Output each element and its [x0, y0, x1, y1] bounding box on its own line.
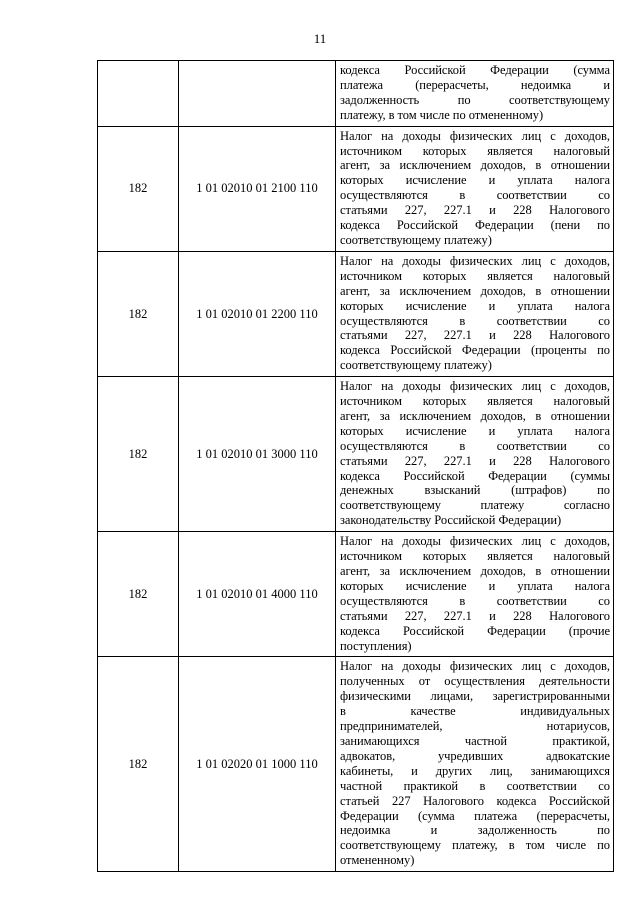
table-row — [98, 61, 614, 127]
kbk-table — [97, 60, 614, 872]
description-line: источником которых является налоговый — [340, 268, 610, 283]
description-line: кодекса Российской Федерации (суммы — [340, 468, 610, 483]
description-line: законодательству Российской Федерации) — [340, 513, 562, 528]
admin-code-cell: 182 — [98, 377, 179, 532]
description-line: занимающихся частной практикой, — [340, 733, 610, 748]
description-line: платежа (перерасчеты, недоимка и — [340, 77, 610, 92]
description-line: соответствующему платежу) — [340, 358, 492, 373]
description-line: полученных от осуществления деятельности — [340, 674, 610, 689]
description-cell — [336, 61, 614, 127]
description-line: агент, за исключением доходов, в отношении — [340, 283, 610, 298]
description-line: денежных взысканий (штрафов) по — [340, 483, 610, 498]
description-line: Налог на доходы физических лиц с доходов, — [340, 379, 610, 394]
admin-code-cell: 182 — [98, 126, 179, 251]
description-line: кабинеты, и других лиц, занимающихся — [340, 763, 610, 778]
description-line: статьями 227, 227.1 и 228 Налогового — [340, 203, 610, 218]
description-line: кодекса Российской Федерации (сумма — [340, 63, 610, 77]
description-line: которых исчисление и уплата налога — [340, 423, 610, 438]
description-line: статьями 227, 227.1 и 228 Налогового — [340, 608, 610, 623]
kbk-code-cell — [179, 61, 336, 127]
description-line: соответствующему платежу согласно — [340, 498, 610, 513]
description-line: кодекса Российской Федерации (прочие — [340, 623, 610, 638]
description-line: статьями 227, 227.1 и 228 Налогового — [340, 453, 610, 468]
description-line: Налог на доходы физических лиц с доходов, — [340, 253, 610, 268]
description-line: кодекса Российской Федерации (проценты по — [340, 343, 610, 358]
description-line: агент, за исключением доходов, в отношении — [340, 408, 610, 423]
kbk-code-cell: 1 01 02020 01 1000 110 — [179, 657, 336, 872]
description-line: Налог на доходы физических лиц с доходов, — [340, 534, 610, 549]
description-line: соответствующему платежу) — [340, 232, 492, 247]
description-line: недоимка и задолженность по — [340, 823, 610, 838]
description-line: статьями 227, 227.1 и 228 Налогового — [340, 328, 610, 343]
description-line: платежу, в том числе по отмененному) — [340, 107, 544, 122]
description-line: источником которых является налоговый — [340, 394, 610, 409]
description-line: осуществляются в соответствии со — [340, 438, 610, 453]
description-line: Федерации (сумма платежа (перерасчеты, — [340, 808, 610, 823]
admin-code-cell: 182 — [98, 251, 179, 376]
description-line: адвокатов, учредивших адвокатские — [340, 748, 610, 763]
table-row — [98, 377, 614, 532]
page-number: 11 — [313, 31, 327, 46]
description-line: осуществляются в соответствии со — [340, 188, 610, 203]
description-line: поступления) — [340, 638, 412, 653]
description-line: Налог на доходы физических лиц с доходов, — [340, 659, 610, 674]
description-line: статьей 227 Налогового кодекса Российской — [340, 793, 610, 808]
description-line: отмененному) — [340, 853, 415, 868]
description-line: задолженность по соответствующему — [340, 92, 610, 107]
admin-code-cell — [98, 61, 179, 127]
description-line: Налог на доходы физических лиц с доходов, — [340, 128, 610, 143]
kbk-code-cell: 1 01 02010 01 2200 110 — [179, 251, 336, 376]
description-line: которых исчисление и уплата налога — [340, 578, 610, 593]
description-line: источником которых является налоговый — [340, 143, 610, 158]
description-cell — [336, 251, 614, 376]
description-line: соответствующему платежу, в том числе по — [340, 838, 610, 853]
description-line: в качестве индивидуальных — [340, 704, 610, 719]
description-line: агент, за исключением доходов, в отношении — [340, 564, 610, 578]
kbk-code-cell: 1 01 02010 01 4000 110 — [179, 532, 336, 657]
description-line: частной практикой в соответствии со — [340, 778, 610, 793]
description-line: предпринимателей, нотариусов, — [340, 719, 610, 734]
kbk-code-cell: 1 01 02010 01 3000 110 — [179, 377, 336, 532]
table-row — [98, 532, 614, 657]
admin-code-cell: 182 — [98, 532, 179, 657]
table-row — [98, 126, 614, 251]
admin-code-cell: 182 — [98, 657, 179, 872]
description-cell — [336, 377, 614, 532]
table-row — [98, 657, 614, 872]
description-line: осуществляются в соответствии со — [340, 313, 610, 328]
description-line: агент, за исключением доходов, в отношении — [340, 158, 610, 173]
description-line: осуществляются в соответствии со — [340, 593, 610, 608]
description-line: источником которых является налоговый — [340, 549, 610, 564]
table-row — [98, 251, 614, 376]
description-cell — [336, 532, 614, 657]
description-line: которых исчисление и уплата налога — [340, 298, 610, 313]
description-cell — [336, 126, 614, 251]
description-line: физическими лицами, зарегистрированными — [340, 689, 610, 704]
kbk-code-cell: 1 01 02010 01 2100 110 — [179, 126, 336, 251]
description-line: кодекса Российской Федерации (пени по — [340, 218, 610, 233]
description-line: которых исчисление и уплата налога — [340, 173, 610, 188]
description-cell — [336, 657, 614, 872]
